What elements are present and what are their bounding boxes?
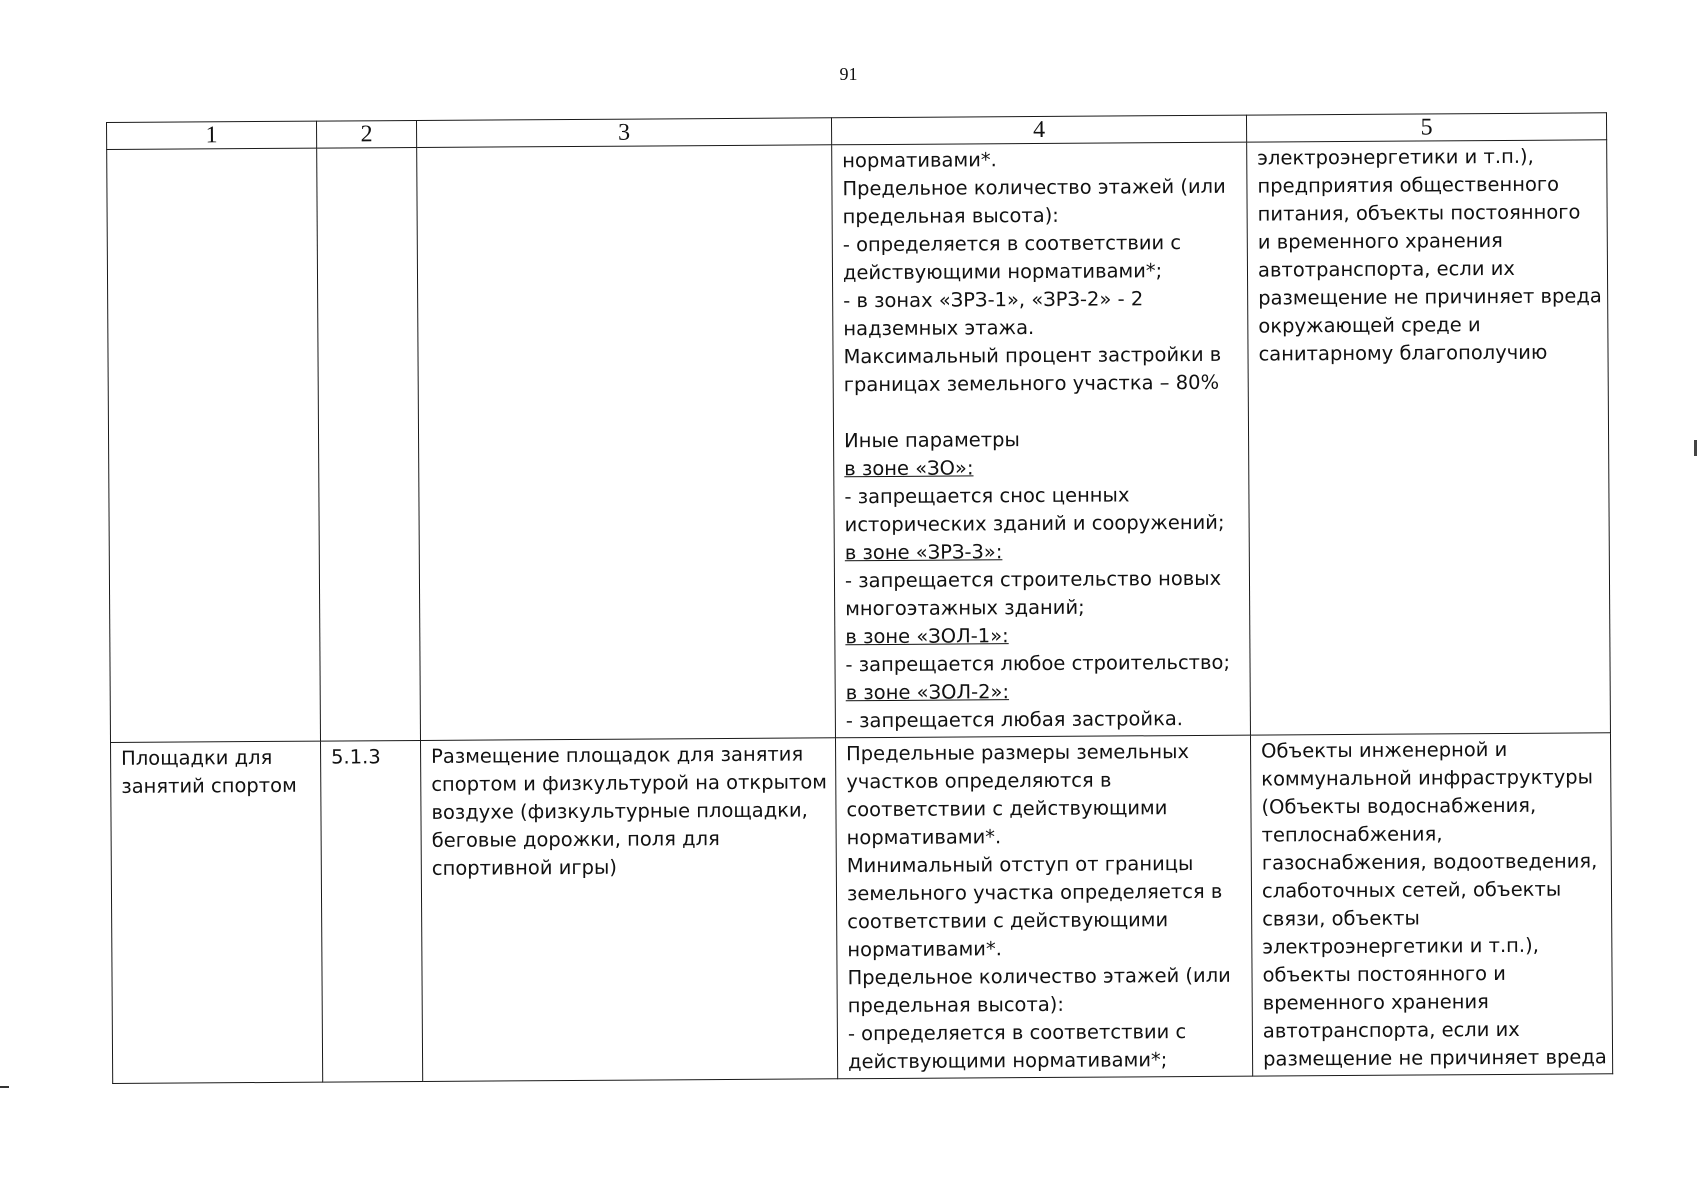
text-line: питания, объекты постоянного (1257, 200, 1581, 226)
text-line: Предельное количество этажей (или (847, 963, 1231, 990)
text-line: - запрещается строительство новых (844, 566, 1222, 593)
text-line: Объекты инженерной и (1261, 737, 1508, 763)
text-line: автотранспорта, если их (1257, 256, 1515, 282)
text-line: исторических зданий и сооружений; (844, 510, 1225, 537)
column-header-3: 3 (416, 118, 831, 148)
text-line: воздухе (физкультурные площадки, (431, 798, 808, 824)
text-line: предельная высота): (847, 992, 1065, 1018)
cell-description (421, 738, 838, 1082)
text-line: слаботочных сетей, объекты (1261, 877, 1562, 903)
text-line: коммунальной инфраструктуры (1261, 765, 1594, 791)
column-header-2: 2 (316, 120, 416, 148)
text-line: - запрещается снос ценных (844, 483, 1130, 509)
text-line: предельная высота): (842, 203, 1059, 229)
text-line: нормативами*. (846, 825, 1002, 850)
text-line: занятий спортом (121, 773, 297, 798)
text-line: соответствии с действующими (847, 908, 1169, 934)
text-line: и временного хранения (1257, 228, 1503, 254)
column-header-5: 5 (1246, 113, 1606, 142)
text-line: временного хранения (1262, 990, 1489, 1015)
zone-heading: в зоне «ЗРЗ-3»: (844, 540, 1003, 565)
text-line: объекты постоянного и (1262, 961, 1506, 987)
cell-parameters (832, 142, 1251, 738)
blank-line (844, 397, 1240, 428)
text-line: границах земельного участка – 80% (843, 370, 1220, 397)
text-line: действующими нормативами*; (842, 259, 1163, 285)
text-line: Размещение площадок для занятия (431, 742, 804, 768)
cell-auxiliary-uses (1247, 140, 1611, 735)
table-row-continued (107, 140, 1611, 743)
scan-margin-mark (0, 1086, 9, 1088)
text-line: спортом и физкультурой на открытом (431, 770, 828, 796)
zone-heading: в зоне «ЗО»: (844, 456, 974, 481)
zone-heading: в зоне «ЗОЛ-1»: (845, 624, 1009, 649)
text-line: нормативами*. (847, 937, 1002, 962)
text-line: надземных этажа. (843, 316, 1035, 341)
text-line: спортивной игры) (431, 855, 618, 880)
text-line: газоснабжения, водоотведения, (1261, 849, 1598, 875)
text-line: нормативами*. (842, 148, 997, 173)
text-line: электроэнергетики и т.п.), (1257, 144, 1534, 170)
text-line: санитарному благополучию (1258, 340, 1548, 366)
zone-heading: в зоне «ЗОЛ-2»: (845, 680, 1010, 705)
text-line: теплоснабжения, (1261, 822, 1443, 847)
cell-code: 5.1.3 (321, 740, 423, 1082)
text-line: беговые дорожки, поля для (431, 827, 720, 852)
text-line: действующими нормативами*; (848, 1048, 1168, 1074)
cell-auxiliary-uses (1250, 733, 1612, 1076)
column-header-1: 1 (107, 121, 317, 149)
text-line: - в зонах «ЗРЗ-1», «ЗРЗ-2» - 2 (843, 287, 1144, 313)
text-line: - запрещается любая застройка. (845, 707, 1184, 733)
text-line: - определяется в соответствии с (842, 231, 1182, 257)
cell-parameters (835, 735, 1252, 1079)
text-line: участков определяются в (846, 768, 1112, 794)
cell-land-use-type (107, 148, 321, 742)
cell-description (417, 145, 836, 741)
text-line: Предельные размеры земельных (846, 740, 1190, 766)
regulations-table (106, 112, 1613, 1084)
text-line: электроэнергетики и т.п.), (1262, 933, 1539, 959)
text-line: связи, объекты (1262, 906, 1420, 931)
column-header-4: 4 (831, 115, 1246, 145)
text-line: автотранспорта, если их (1262, 1017, 1520, 1043)
text-line: (Объекты водоснабжения, (1261, 793, 1537, 819)
text-line: соответствии с действующими (846, 796, 1168, 822)
text-line: Максимальный процент застройки в (843, 342, 1222, 369)
text-line: Площадки для (121, 745, 273, 770)
table-row-sport-grounds (111, 733, 1613, 1084)
text-line: - запрещается любое строительство; (845, 650, 1231, 677)
text-line: - определяется в соответствии с (847, 1020, 1187, 1046)
text-line: земельного участка определяется в (846, 879, 1223, 906)
text-line: предприятия общественного (1257, 172, 1560, 198)
text-line: Минимальный отступ от границы (846, 851, 1194, 878)
text-line: Иные параметры (843, 428, 1020, 453)
text-line: окружающей среде и (1258, 313, 1481, 338)
text-line: многоэтажных зданий; (845, 595, 1085, 621)
cell-code (317, 147, 421, 741)
text-line: Предельное количество этажей (или (842, 174, 1226, 201)
page-number: 91 (839, 64, 858, 84)
cell-land-use-type (111, 741, 323, 1083)
text-line: размещение не причиняет вреда (1263, 1045, 1607, 1071)
text-line: размещение не причиняет вреда (1258, 284, 1602, 310)
